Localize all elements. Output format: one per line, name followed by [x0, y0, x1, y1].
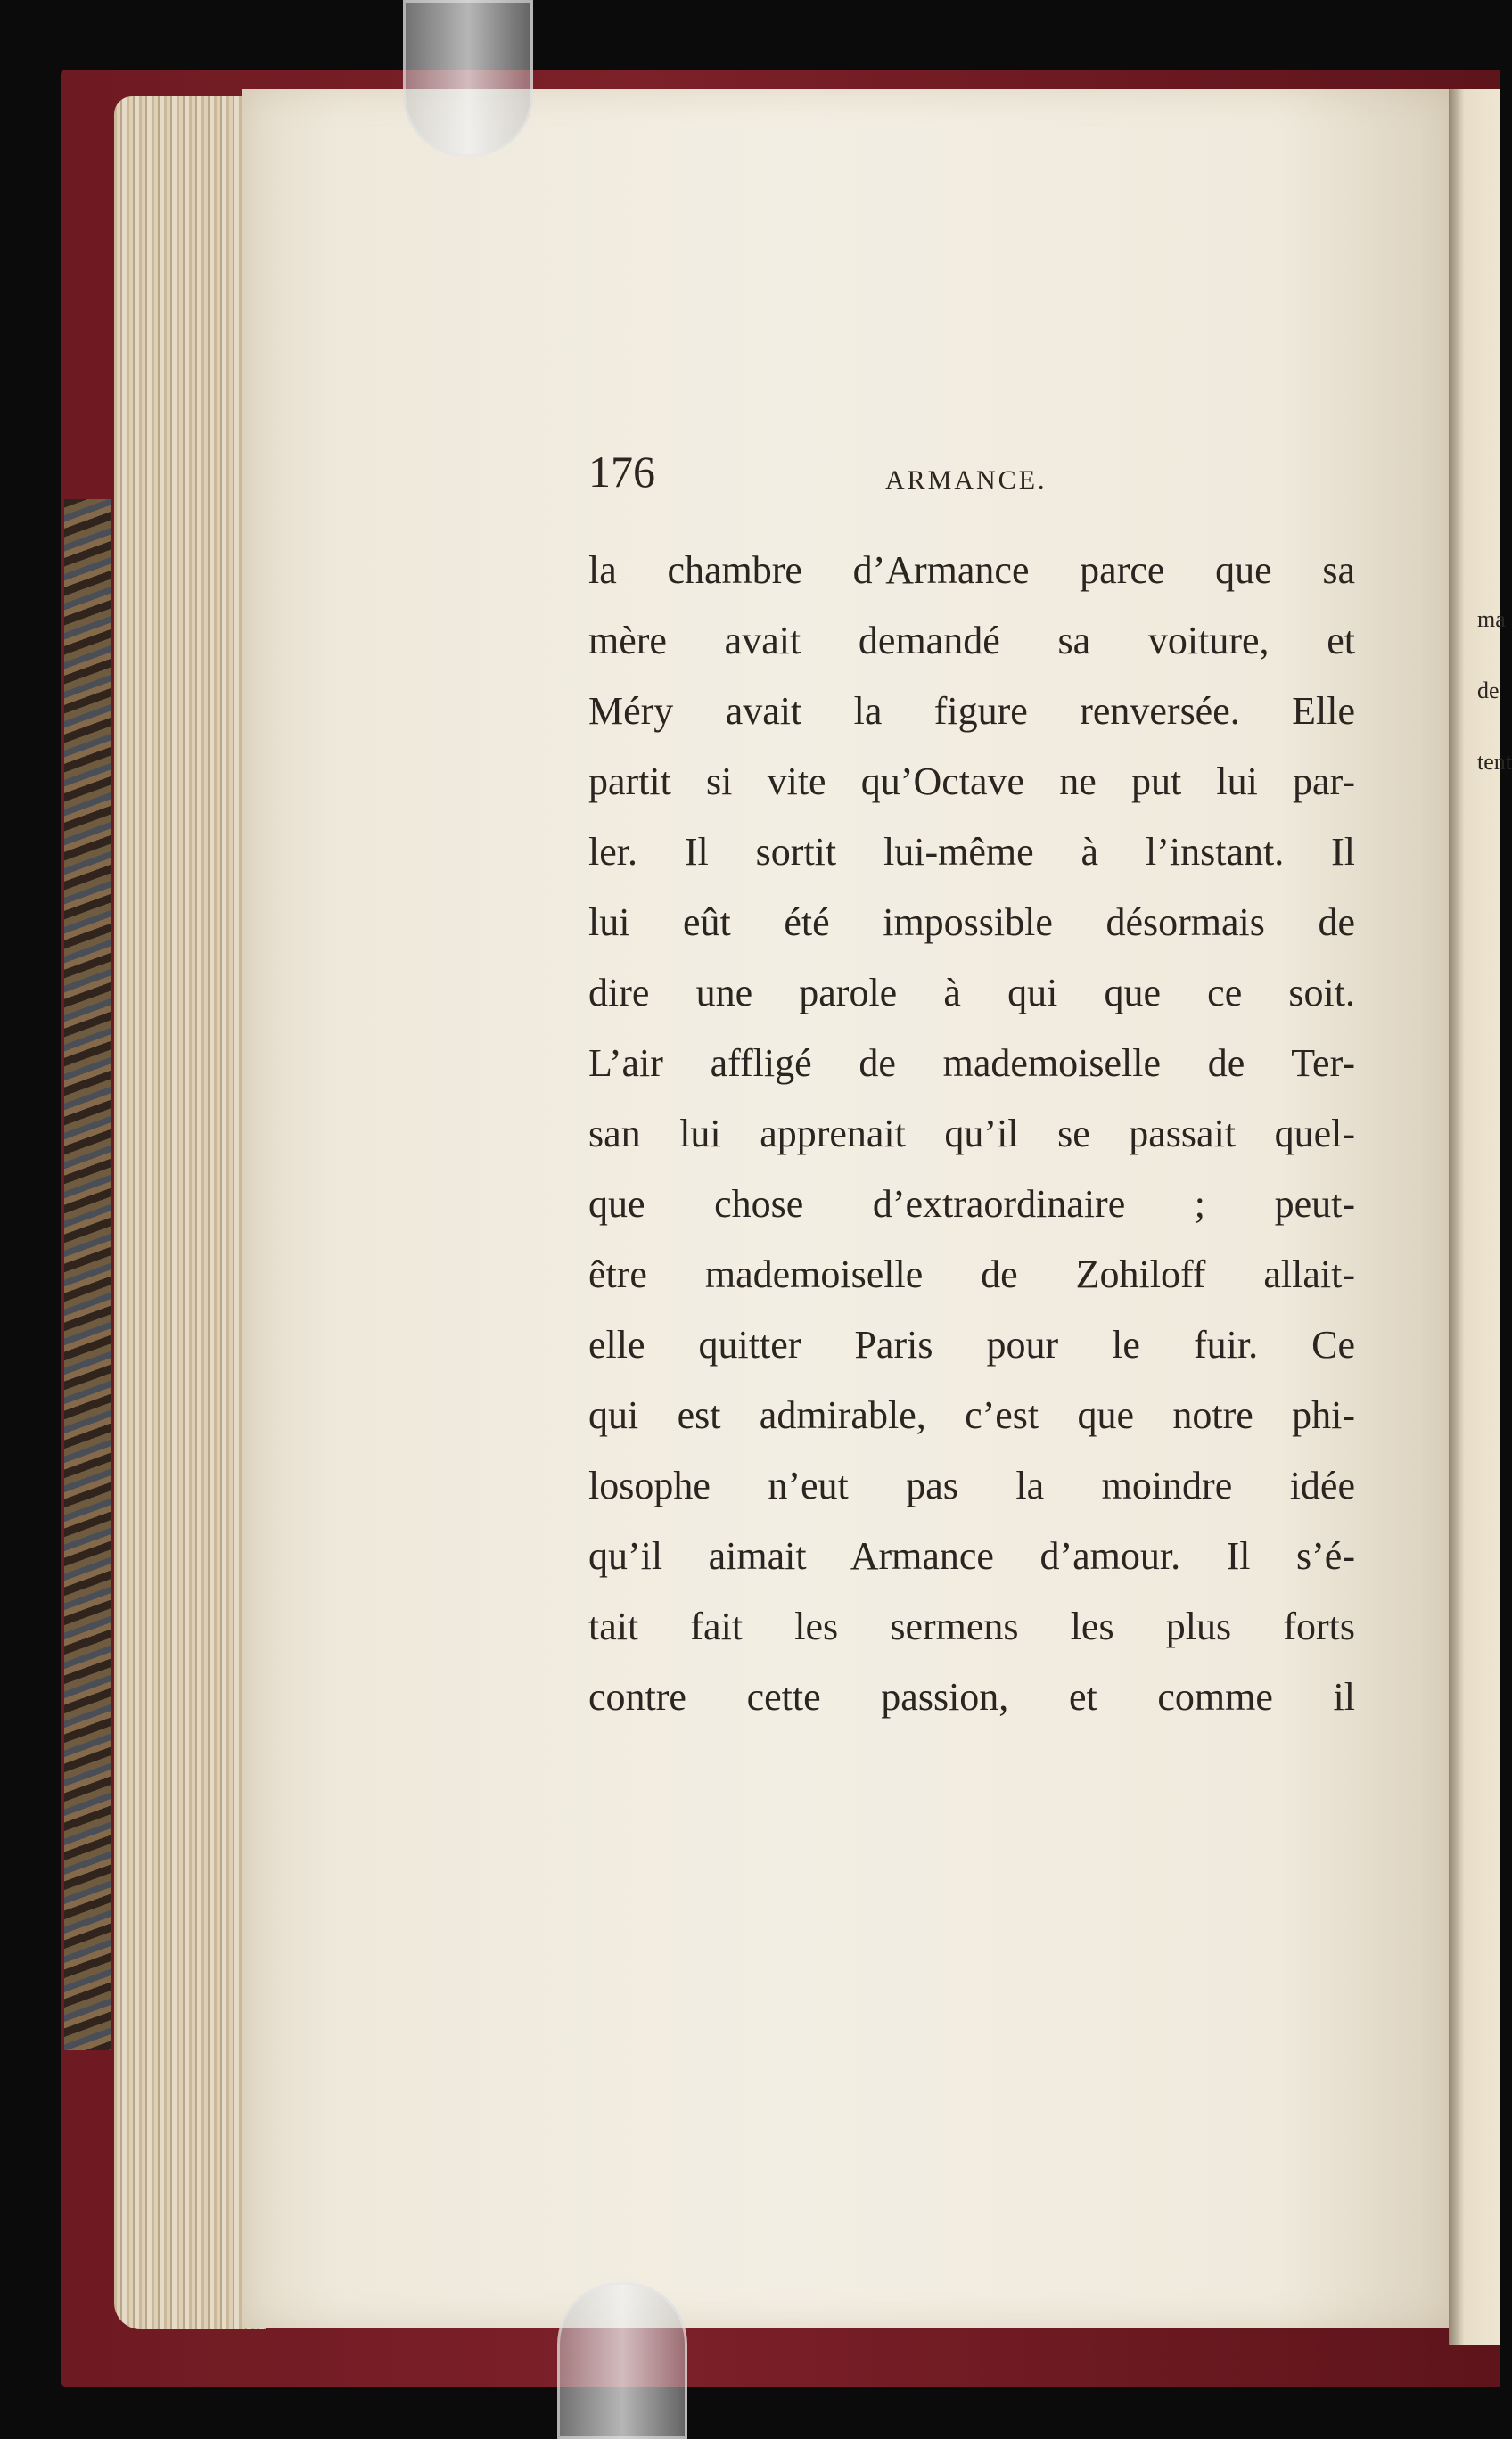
text-line: L’air affligé de mademoiselle de Ter- [588, 1041, 1355, 1085]
text-line: tait fait les sermens les plus forts [588, 1605, 1355, 1648]
text-line: être mademoiselle de Zohiloff allait- [588, 1252, 1355, 1296]
facing-page-edge [1449, 89, 1512, 2345]
facing-page-fragment: tent [1477, 749, 1512, 775]
body-text [588, 535, 1355, 1732]
text-line: la chambre d’Armance parce que sa [588, 548, 1355, 592]
text-line: Méry avait la figure renversée. Elle [588, 689, 1355, 733]
text-line: elle quitter Paris pour le fuir. Ce [588, 1323, 1355, 1367]
text-line: partit si vite qu’Octave ne put lui par- [588, 760, 1355, 803]
text-line: ler. Il sortit lui-même à l’instant. Il [588, 830, 1355, 874]
text-line: que chose d’extraordinaire ; peut- [588, 1182, 1355, 1226]
text-line: dire une parole à qui que ce soit. [588, 971, 1355, 1014]
text-line: losophe n’eut pas la moindre idée [588, 1464, 1355, 1507]
text-line: lui eût été impossible désormais de [588, 900, 1355, 944]
text-line: mère avait demandé sa voiture, et [588, 619, 1355, 662]
text-line: qu’il aimait Armance d’amour. Il s’é- [588, 1534, 1355, 1578]
page-clip-top [403, 0, 533, 157]
text-line: qui est admirable, c’est que notre phi- [588, 1393, 1355, 1437]
page-clip-bottom [557, 2282, 687, 2439]
facing-page-fragment: ma [1477, 606, 1506, 632]
running-title: ARMANCE. [885, 465, 1048, 495]
page-header [588, 446, 1355, 499]
text-line: san lui apprenait qu’il se passait quel- [588, 1112, 1355, 1155]
marbled-endpaper [64, 499, 111, 2050]
facing-page-fragment: de [1477, 678, 1500, 703]
page-number: 176 [588, 447, 655, 497]
text-line: contre cette passion, et comme il [588, 1675, 1355, 1719]
